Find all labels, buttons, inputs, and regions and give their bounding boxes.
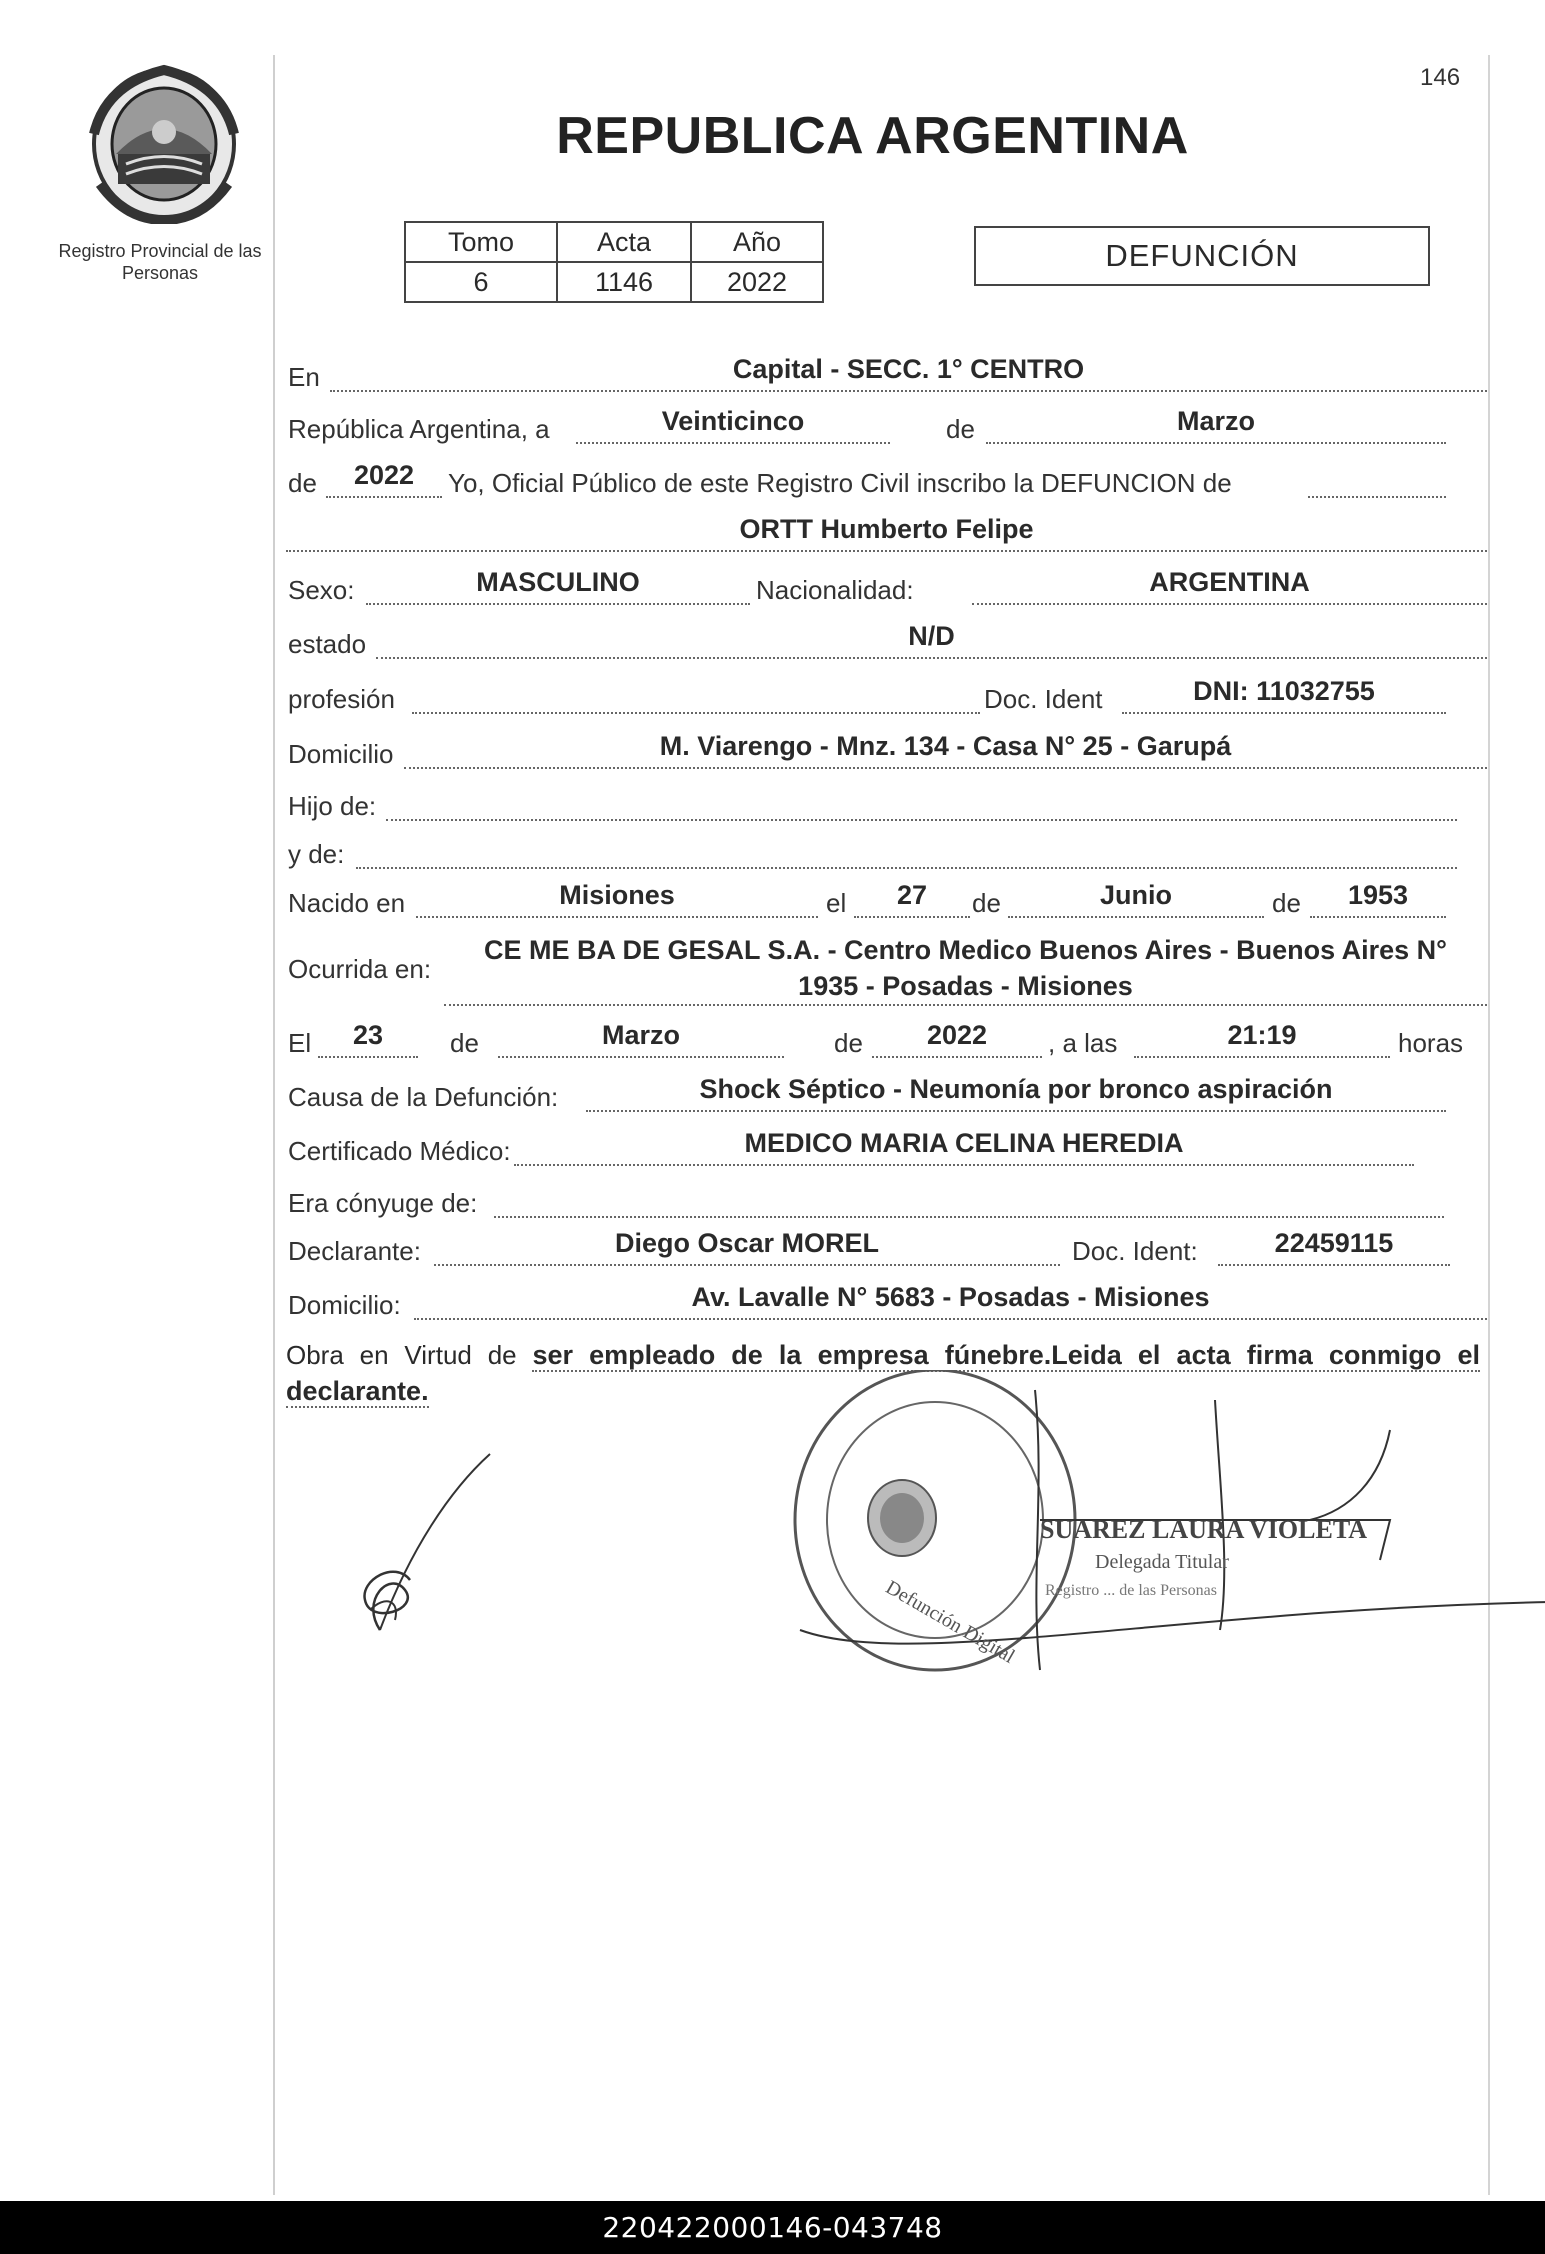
field-profesion bbox=[412, 676, 980, 714]
field-y-de bbox=[356, 831, 1457, 869]
field-nacido-mes: Junio bbox=[1008, 880, 1264, 918]
header-acta: Acta bbox=[557, 222, 691, 262]
label-de-fallec-anio: de bbox=[834, 1028, 863, 1058]
ocurrida-underline bbox=[444, 1004, 1487, 1006]
label-de-nacido-anio: de bbox=[1272, 888, 1301, 918]
row-nacido bbox=[286, 880, 1487, 920]
field-fallec-dia: 23 bbox=[318, 1020, 418, 1058]
label-hijo-de: Hijo de: bbox=[288, 791, 377, 821]
label-en: En bbox=[288, 362, 320, 392]
field-declarante: Diego Oscar MOREL bbox=[434, 1228, 1060, 1266]
agency-name: Registro Provincial de las Personas bbox=[58, 241, 262, 283]
value-anio: 2022 bbox=[691, 262, 823, 302]
label-republica: República Argentina, a bbox=[288, 414, 550, 444]
right-margin-line bbox=[1488, 55, 1490, 2195]
label-a-las: , a las bbox=[1048, 1028, 1118, 1058]
label-declarante: Declarante: bbox=[288, 1236, 421, 1266]
row-domicilio-declarante bbox=[286, 1282, 1487, 1322]
label-de: de bbox=[946, 414, 975, 444]
field-blank bbox=[1308, 460, 1446, 498]
header-tomo: Tomo bbox=[405, 222, 557, 262]
field-obra: ser empleado de la empresa fúnebre.Leida el acta firma conmigo el declarante. bbox=[286, 1340, 1481, 1406]
field-mes: Marzo bbox=[986, 406, 1446, 444]
label-conyuge: Era cónyuge de: bbox=[288, 1188, 478, 1218]
field-lugar: Capital - SECC. 1° CENTRO bbox=[330, 354, 1487, 392]
declarant-signature-icon bbox=[350, 1450, 500, 1640]
field-conyuge bbox=[494, 1180, 1444, 1218]
row-domicilio bbox=[286, 731, 1487, 771]
field-hora: 21:19 bbox=[1134, 1020, 1390, 1058]
field-nacido-dia: 27 bbox=[854, 880, 970, 918]
label-horas: horas bbox=[1398, 1028, 1464, 1058]
row-sexo bbox=[286, 567, 1487, 607]
field-fallec-anio: 2022 bbox=[872, 1020, 1042, 1058]
label-y-de: y de: bbox=[288, 839, 345, 869]
label-el: el bbox=[826, 888, 847, 918]
label-obra: Obra en Virtud de bbox=[286, 1340, 517, 1370]
row-estado bbox=[286, 621, 1487, 661]
header-anio: Año bbox=[691, 222, 823, 262]
document-type-box: DEFUNCIÓN bbox=[974, 226, 1430, 286]
field-sexo: MASCULINO bbox=[366, 567, 750, 605]
left-margin-line bbox=[273, 55, 275, 2195]
field-estado: N/D bbox=[376, 621, 1487, 659]
row-causa bbox=[286, 1074, 1487, 1114]
label-domicilio-2: Domicilio: bbox=[288, 1290, 401, 1320]
field-dia-letras: Veinticinco bbox=[576, 406, 890, 444]
row-lugar bbox=[286, 354, 1487, 394]
label-certificado: Certificado Médico: bbox=[288, 1136, 511, 1166]
row-conyuge bbox=[286, 1180, 1487, 1220]
field-nacido-lugar: Misiones bbox=[416, 880, 818, 918]
row-fallecimiento bbox=[286, 1020, 1487, 1060]
label-doc-ident: Doc. Ident bbox=[984, 684, 1103, 714]
label-nacido-en: Nacido en bbox=[288, 888, 406, 918]
row-declarante bbox=[286, 1228, 1487, 1268]
label-de-anio: de bbox=[288, 468, 317, 498]
official-stamp-icon bbox=[790, 1370, 1545, 1680]
page-number: 146 bbox=[1420, 64, 1461, 91]
label-ocurrida-en: Ocurrida en: bbox=[288, 954, 432, 984]
label-causa: Causa de la Defunción: bbox=[288, 1082, 559, 1112]
field-nacido-anio: 1953 bbox=[1310, 880, 1446, 918]
label-domicilio: Domicilio bbox=[288, 739, 394, 769]
label-de-nacido-mes: de bbox=[972, 888, 1001, 918]
field-nacionalidad: ARGENTINA bbox=[972, 567, 1487, 605]
field-declarante-domicilio: Av. Lavalle N° 5683 - Posadas - Misiones bbox=[414, 1282, 1487, 1320]
value-acta: 1146 bbox=[557, 262, 691, 302]
label-de-fallec-mes: de bbox=[450, 1028, 479, 1058]
ocurrida-line-1: CE ME BA DE GESAL S.A. - Centro Medico Buenos Aires - Buenos Aires N° bbox=[484, 935, 1447, 965]
stamp-inner-text: Defunción Digital bbox=[881, 1576, 1019, 1668]
label-el-cap: El bbox=[288, 1028, 312, 1058]
field-causa: Shock Séptico - Neumonía por bronco aspiración bbox=[586, 1074, 1446, 1112]
row-nombre bbox=[286, 514, 1487, 554]
row-fecha bbox=[286, 406, 1487, 446]
field-hijo-de bbox=[386, 783, 1457, 821]
field-declarante-doc: 22459115 bbox=[1218, 1228, 1450, 1266]
row-y-de bbox=[286, 831, 1487, 871]
value-tomo: 6 bbox=[405, 262, 557, 302]
row-ocurrida bbox=[286, 932, 1487, 1008]
field-fallec-mes: Marzo bbox=[498, 1020, 784, 1058]
field-ocurrida bbox=[444, 932, 1487, 1004]
stamp-role: Delegada Titular bbox=[1095, 1551, 1229, 1573]
row-certificado bbox=[286, 1128, 1487, 1168]
field-doc: DNI: 11032755 bbox=[1122, 676, 1446, 714]
row-hijo-de bbox=[286, 783, 1487, 823]
row-anio bbox=[286, 460, 1487, 500]
field-domicilio: M. Viarengo - Mnz. 134 - Casa N° 25 - Garupá bbox=[404, 731, 1487, 769]
label-sexo: Sexo: bbox=[288, 575, 355, 605]
stamp-signer: SUAREZ LAURA VIOLETA bbox=[1040, 1515, 1368, 1544]
field-anio: 2022 bbox=[326, 460, 442, 498]
label-nacionalidad: Nacionalidad: bbox=[756, 575, 914, 605]
field-nombre: ORTT Humberto Felipe bbox=[286, 514, 1487, 552]
ocurrida-line-2: 1935 - Posadas - Misiones bbox=[798, 971, 1133, 1001]
label-yo: Yo, Oficial Público de este Registro Civil inscribo la DEFUNCION de bbox=[448, 468, 1232, 498]
document-title: REPUBLICA ARGENTINA bbox=[556, 107, 1189, 165]
footer-code: 220422000146-043748 bbox=[0, 2201, 1545, 2254]
stamp-office: Registro ... de las Personas bbox=[1045, 1582, 1217, 1599]
registry-table bbox=[404, 221, 824, 303]
label-doc-ident-2: Doc. Ident: bbox=[1072, 1236, 1198, 1266]
label-profesion: profesión bbox=[288, 684, 395, 714]
field-certificado: MEDICO MARIA CELINA HEREDIA bbox=[514, 1128, 1414, 1166]
row-profesion bbox=[286, 676, 1487, 716]
label-estado: estado bbox=[288, 629, 367, 659]
